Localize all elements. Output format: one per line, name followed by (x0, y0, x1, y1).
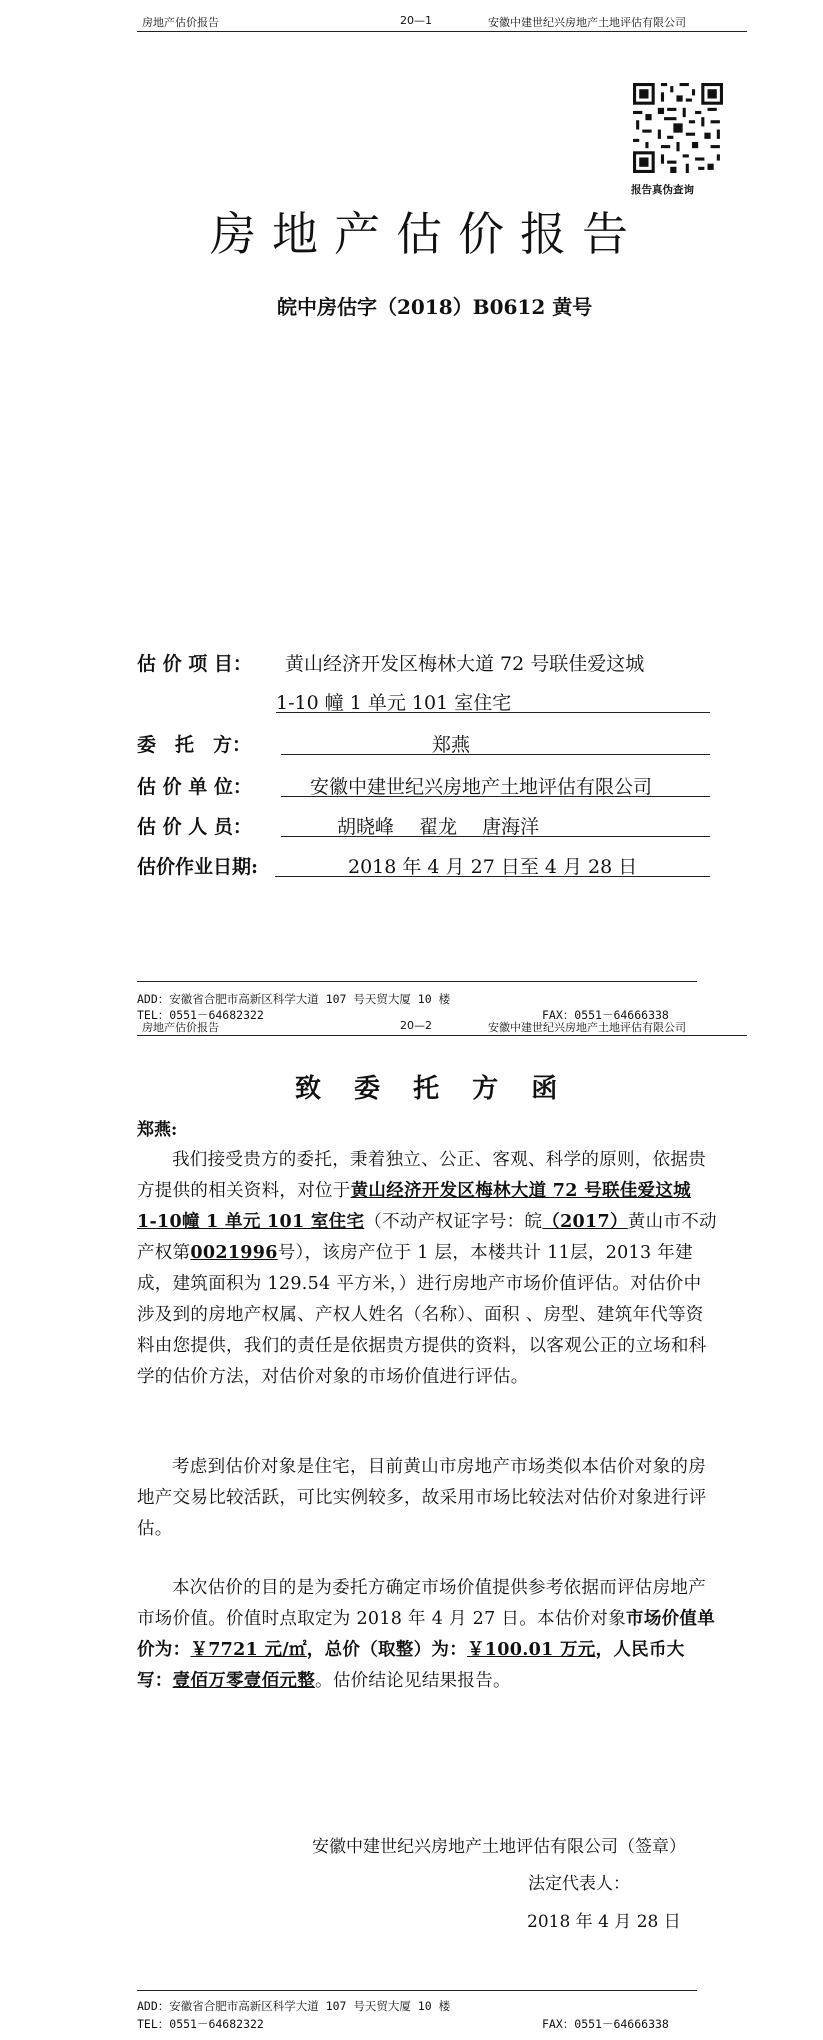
p1-text: （不动产权证字号：皖 (364, 1212, 543, 1232)
date-label: 估价作业日期: (137, 856, 259, 878)
header-page-number: 20—1 (400, 14, 432, 27)
footer-rule (137, 981, 697, 982)
qr-caption: 报告真伪查询 (631, 184, 694, 196)
header-left: 房地产估价报告 (142, 1021, 219, 1034)
paragraph-2: 考虑到估价对象是住宅，目前黄山市房地产市场类似本估价对象的房地产交易比较活跃，可比实例较多，故采用市场比较法对估价对象进行评估。 (137, 1457, 707, 1539)
signature-company: 安徽中建世纪兴房地产土地评估有限公司（签章） (312, 1837, 686, 1857)
field-underline (281, 836, 710, 837)
report-title: 房地产估价报告 (210, 207, 644, 261)
paragraph-3 (137, 1573, 717, 1697)
project-label: 估 价 项 目： (137, 653, 252, 675)
client-label: 委 托 方： (137, 734, 252, 756)
field-underline (275, 876, 710, 877)
unit-price: ￥7721 元/㎡ (190, 1640, 307, 1660)
p3-label: ，总价（取整）为： (306, 1640, 467, 1660)
cert-year: （2017） (542, 1212, 628, 1232)
p3-text: 本次估价的目的是为委托方确定市场价值提供参考依据而评估房地产市场价值。价值时点取定为 2018 年 4 月 27 日。本估价对象 (137, 1578, 706, 1629)
p1-text: 黄山市不动产权第 (137, 1212, 717, 1263)
header-right: 安徽中建世纪兴房地产土地评估有限公司 (488, 16, 686, 29)
p3-text: 。估价结论见结果报告。 (315, 1671, 511, 1691)
client-value: 郑燕 (432, 734, 471, 756)
footer-address: ADD：安徽省合肥市高新区科学大道 107 号天贸大厦 10 楼 (137, 1999, 451, 2013)
qr-code-icon (633, 83, 723, 173)
appraisers-label: 估 价 人 员： (137, 816, 252, 838)
field-underline (276, 712, 710, 713)
p3-label: 市场价值单价为： (137, 1609, 716, 1660)
salutation: 郑燕: (137, 1120, 178, 1140)
document-number: 皖中房估字（2018）B0612 黄号 (277, 295, 593, 319)
header-rule (137, 1035, 747, 1036)
project-value-line2: 1-10 幢 1 单元 101 室住宅 (276, 692, 512, 714)
p1-text: 号），该房产位于 1 层，本楼共计 11层，2013 年建成，建筑面积为 129.54 平方米，）进行房地产市场价值评估。对估价中涉及到的房地产权属、产权人姓名（名称）、面积 、房型、建筑年代等资料由您提供，我们的责任是依据贵方提供的资料，以客观公正的立场和科学的估价方法，对估价对象的市场价值进行评估。 (137, 1243, 707, 1387)
appraisers-value: 胡晓峰 翟龙 唐海洋 (337, 816, 540, 838)
letter-title: 致 委 托 方 函 (295, 1074, 570, 1104)
signature-date: 2018 年 4 月 28 日 (527, 1912, 681, 1932)
field-underline (281, 796, 710, 797)
footer-address: ADD：安徽省合肥市高新区科学大道 107 号天贸大厦 10 楼 (137, 992, 451, 1006)
project-value-line1: 黄山经济开发区梅林大道 72 号联佳爱这城 (285, 653, 645, 675)
footer-tel: TEL：0551－64682322 (137, 2017, 264, 2031)
footer-tel: TEL：0551－64682322 (137, 1008, 264, 1022)
signature-representative: 法定代表人： (528, 1874, 630, 1894)
header-page-number: 20—2 (400, 1019, 432, 1032)
footer-fax: FAX：0551－64666338 (542, 2017, 669, 2031)
header-right: 安徽中建世纪兴房地产土地评估有限公司 (488, 1021, 686, 1034)
paragraph-1 (137, 1145, 717, 1393)
cert-number: 0021996 (190, 1243, 278, 1263)
date-value: 2018 年 4 月 27 日至 4 月 28 日 (348, 856, 638, 878)
header-rule (137, 31, 747, 32)
unit-value: 安徽中建世纪兴房地产土地评估有限公司 (310, 776, 653, 798)
price-in-words: 壹佰万零壹佰元整 (172, 1671, 316, 1691)
footer-rule (137, 1990, 697, 1991)
unit-label: 估 价 单 位： (137, 776, 252, 798)
p3-label: ，人民币大写： (137, 1640, 685, 1691)
footer-fax: FAX：0551－64666338 (542, 1008, 669, 1022)
header-left: 房地产估价报告 (142, 16, 219, 29)
total-price: ￥100.01 万元 (467, 1640, 596, 1660)
p1-text: 我们接受贵方的委托，秉着独立、公正、客观、科学的原则，依据贵方提供的相关资料，对位于 (137, 1150, 706, 1201)
field-underline (281, 754, 710, 755)
property-address: 黄山经济开发区梅林大道 72 号联佳爱这城 1-10幢 1 单元 101 室住宅 (137, 1181, 691, 1232)
